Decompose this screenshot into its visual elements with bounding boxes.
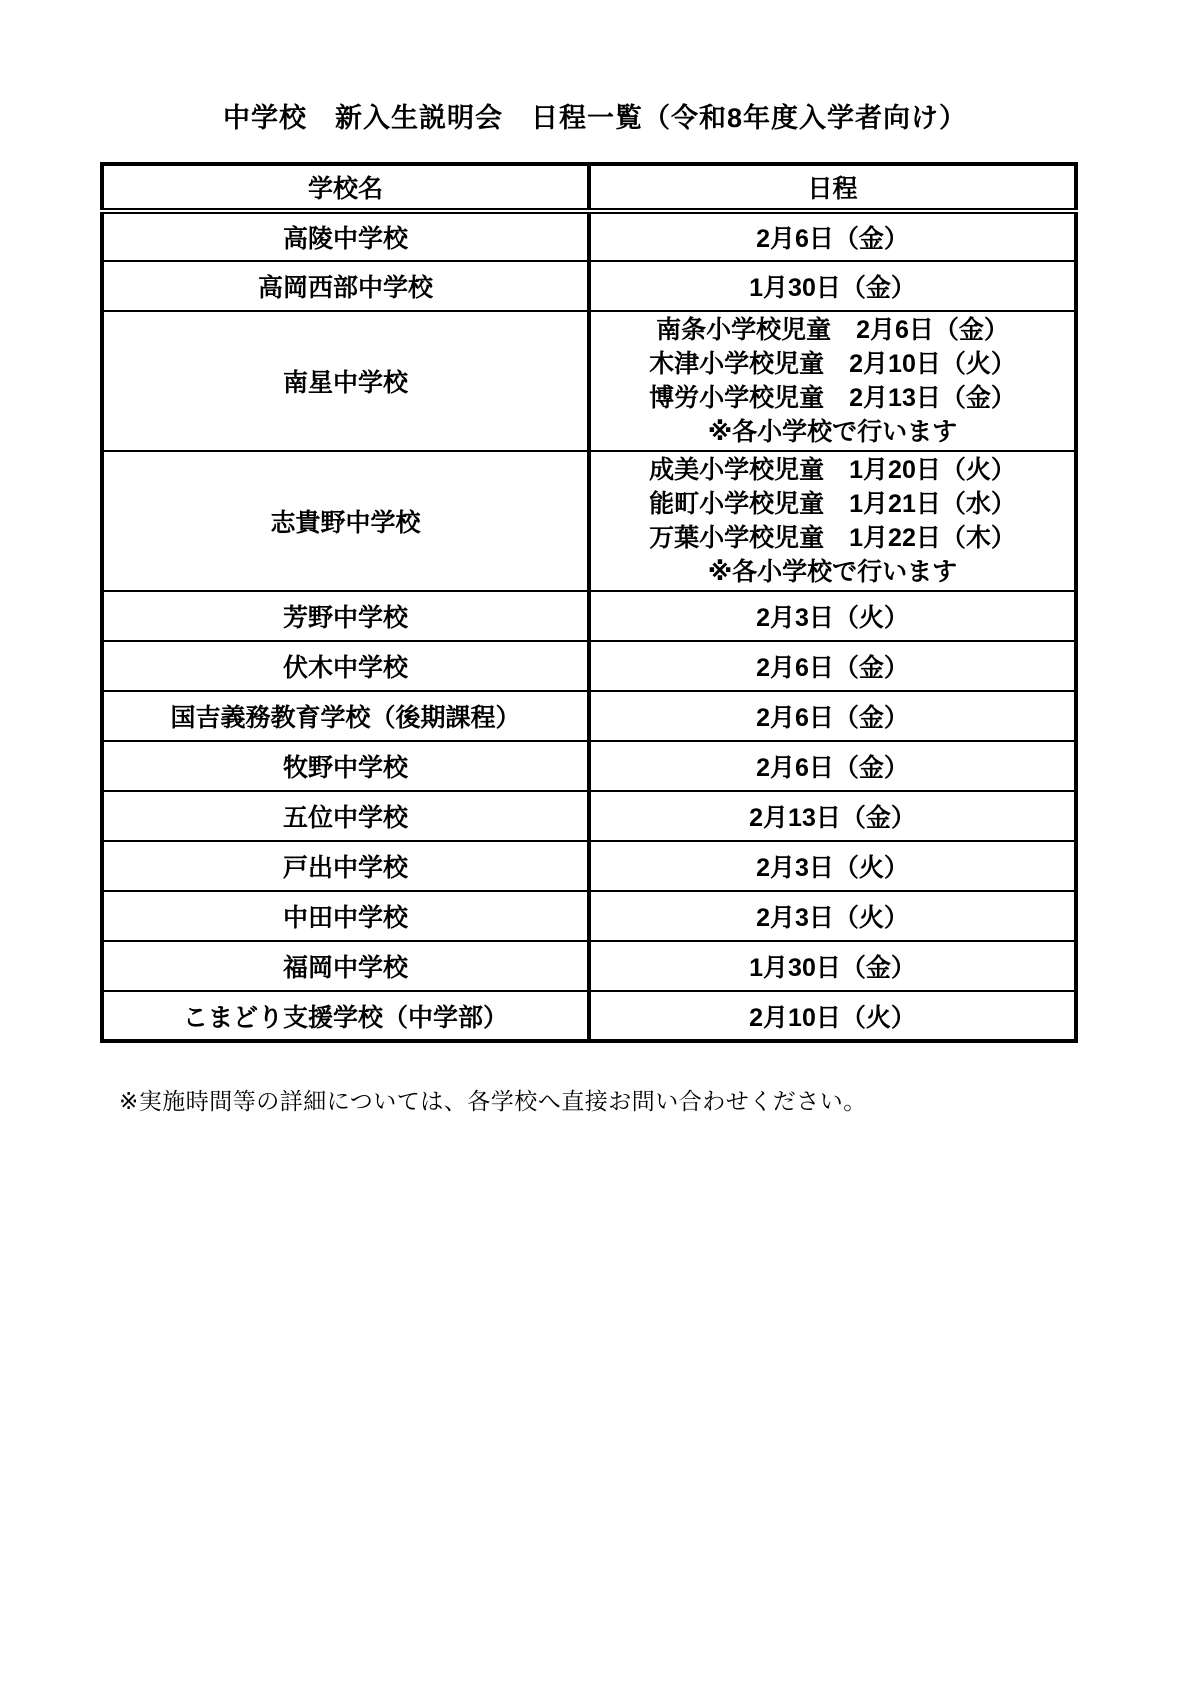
table-row — [102, 211, 1076, 261]
school-name-cell: こまどり支援学校（中学部） — [102, 991, 589, 1041]
date-line: 能町小学校児童 1月21日（水） — [649, 490, 1016, 518]
school-name-cell: 南星中学校 — [102, 311, 589, 451]
school-name-cell: 国吉義務教育学校（後期課程） — [102, 691, 589, 741]
table-row — [102, 641, 1076, 691]
table-row — [102, 591, 1076, 641]
date-header: 日程 — [589, 164, 1076, 211]
school-name-cell: 高岡西部中学校 — [102, 261, 589, 311]
date-cell: 2月3日（火） — [589, 891, 1076, 941]
school-name-cell: 志貴野中学校 — [102, 451, 589, 591]
date-cell: 2月3日（火） — [589, 841, 1076, 891]
date-line: 南条小学校児童 2月6日（金） — [656, 316, 1009, 344]
school-name-cell: 中田中学校 — [102, 891, 589, 941]
school-name-cell: 牧野中学校 — [102, 741, 589, 791]
date-line: 博労小学校児童 2月13日（金） — [649, 384, 1016, 412]
date-cell — [589, 451, 1076, 591]
date-cell: 1月30日（金） — [589, 941, 1076, 991]
table-row — [102, 941, 1076, 991]
school-name-cell: 五位中学校 — [102, 791, 589, 841]
table-row — [102, 741, 1076, 791]
venue-note-line: ※各小学校で行います — [707, 418, 958, 446]
table-row — [102, 791, 1076, 841]
date-cell: 2月6日（金） — [589, 691, 1076, 741]
table-row — [102, 451, 1076, 591]
school-name-cell: 伏木中学校 — [102, 641, 589, 691]
schedule-table — [100, 162, 1078, 1043]
table-row — [102, 261, 1076, 311]
table-row — [102, 841, 1076, 891]
date-cell — [589, 311, 1076, 451]
date-line: 成美小学校児童 1月20日（火） — [649, 456, 1016, 484]
page-title: 中学校 新入生説明会 日程一覧（令和8年度入学者向け） — [222, 103, 967, 133]
date-line: 万葉小学校児童 1月22日（木） — [649, 524, 1016, 552]
header-row — [102, 164, 1076, 211]
table-row — [102, 691, 1076, 741]
school-name-cell: 高陵中学校 — [102, 211, 589, 261]
school-name-cell: 芳野中学校 — [102, 591, 589, 641]
school-name-header: 学校名 — [102, 164, 589, 211]
table-row — [102, 891, 1076, 941]
date-cell: 2月3日（火） — [589, 591, 1076, 641]
date-cell: 2月6日（金） — [589, 641, 1076, 691]
date-cell: 2月6日（金） — [589, 211, 1076, 261]
date-cell: 1月30日（金） — [589, 261, 1076, 311]
date-cell: 2月6日（金） — [589, 741, 1076, 791]
date-cell: 2月10日（火） — [589, 991, 1076, 1041]
venue-note-line: ※各小学校で行います — [707, 558, 958, 586]
school-name-cell: 福岡中学校 — [102, 941, 589, 991]
footnote: ※実施時間等の詳細については、各学校へ直接お問い合わせください。 — [119, 1088, 867, 1114]
date-line: 木津小学校児童 2月10日（火） — [649, 350, 1016, 378]
table-row — [102, 991, 1076, 1041]
school-name-cell: 戸出中学校 — [102, 841, 589, 891]
date-cell: 2月13日（金） — [589, 791, 1076, 841]
table-row — [102, 311, 1076, 451]
